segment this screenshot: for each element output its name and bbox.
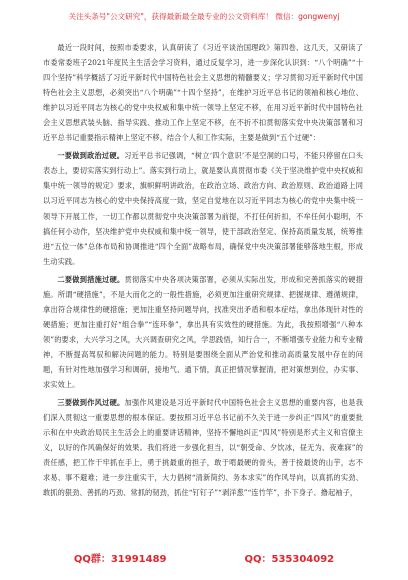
section-paragraph-measures: 二要做到措施过硬。贯彻落实中央各项决策部署，必须从实际出发，形成和完善抓落实的硬措施。所谓“硬措施”，不是大而化之的一般性措施，必须更加注重研究规律、把握规律、遵循规律，拿出符合规律性的硬措施；更加注重坚持问题导向，找准突出矛盾和根本症结，拿出体现针对性的硬措施；更加注重打好“组合拳”“连环拳”，拿出具有实效性的硬措施。为此，我按照增强“八种本领”的要求，大兴学习之风，大兴调查研究之风，学思践悟，知行合一，不断增强专业能力和专业精神，不断提高驾驭和解决问题的能力。特别是要围绕全面从严治党和推动高质量发展中存在的问题，有针对性地加强学习和调研，接地气、通下情，真正把情况掌握清，把对策想到位，办实事、求实效上。 [43, 274, 363, 390]
section-heading-style: 三要做到作风过硬。 [57, 398, 125, 408]
section-heading-measures: 二要做到措施过硬。 [57, 274, 125, 284]
qq-group-number: QQ群：31991489 [73, 554, 167, 565]
header-banner: 关注头条号"公文研究"，获得最新最全最专业的公文资料库！ 微信：gongwenyj [68, 12, 340, 21]
footer-contact [0, 553, 408, 567]
document-body [43, 40, 363, 500]
qq-number: QQ：535304092 [244, 554, 335, 565]
section-paragraph-style: 三要做到作风过硬。加强作风建设是习近平新时代中国特色社会主义思想的重要内容，也是我们深入贯彻这一重要思想的根本保证。要按照习近平总书记前不久关于进一步纠正“四风”的重要批示和在中央政治局民主生活会上的重要讲话精神，坚持不懈地纠正“四风”特别是形式主义和官僚主义，以好的作风确保好的效果。我们将进一步强化担当，以“朝受命、夕饮冰，昼无为、夜难寐”的责任感，把工作干牢抓在手上，勇于挑最重的担子，敢于啃最硬的骨头，善于接最烫的山芋，志不求易、事不避难；进一步注重实干，大力倡树“清新简约、务本求实”的作风导向，以真抓的实劲、敢抓的狠劲、善抓的巧劲、常抓的韧劲，抓住“钉钉子”“剥洋葱”“连竹竿”，扑下身子、撸起袖子， [43, 398, 363, 498]
intro-paragraph: 最近一段时间，按照市委要求，认真研读了《习近平谈治国理政》第四卷、这几天，又研读了市委常委班子2021年度民主生活会学习资料，通过反复学习，进一步深化认识到：“八个明确”“十四个坚持”科学概括了习近平新时代中国特色社会主义思想的精髓要义；学习贯彻习近平新时代中国特色社会主义思想，必须突出“八个明确”“十四个坚持”，在维护习近平总书记的领袖和核心地位、维护以习近平同志为核心的党中央权威和集中统一领导上坚定不移，在用习近平新时代中国特色社会主义思想武装头脑、指导实践、推动工作上坚定不移，在不折不扣贯彻落实党中央决策部署和习近平总书记重要指示精神上坚定不移。结合个人和工作实际，主要是做到“五个过硬”： [43, 43, 363, 143]
section-heading-political: 一要做到政治过硬。 [57, 151, 125, 161]
section-paragraph-political: 一要做到政治过硬。习近平总书记强调，“树立‘四个意识’不是空洞的口号，不能只停留在口头表态上，要切实落实到行动上”。落实到行动上，就是要认真贯彻市委《关于坚决维护党中央权威和集中统一领导的规定》要求，旗帜鲜明讲政治，在政治立场、政治方向、政治原则、政治道路上同以习近平同志为核心的党中央保持高度一致，坚定自觉地在以习近平同志为核心的党中央集中统一领导下开展工作，一切工作都以贯彻党中央决策部署为前提，不打任何折扣，不牟任何小聪明，不搞任何小动作，坚决维护党中央权威和集中统一领导，使干部政治坚定、保持高质量发展，统筹推进“五位一体”总体布局和协调推进“四个全面”战略布局，确保党中央决策部署能够落地生根，形成生动实践。 [43, 151, 363, 266]
